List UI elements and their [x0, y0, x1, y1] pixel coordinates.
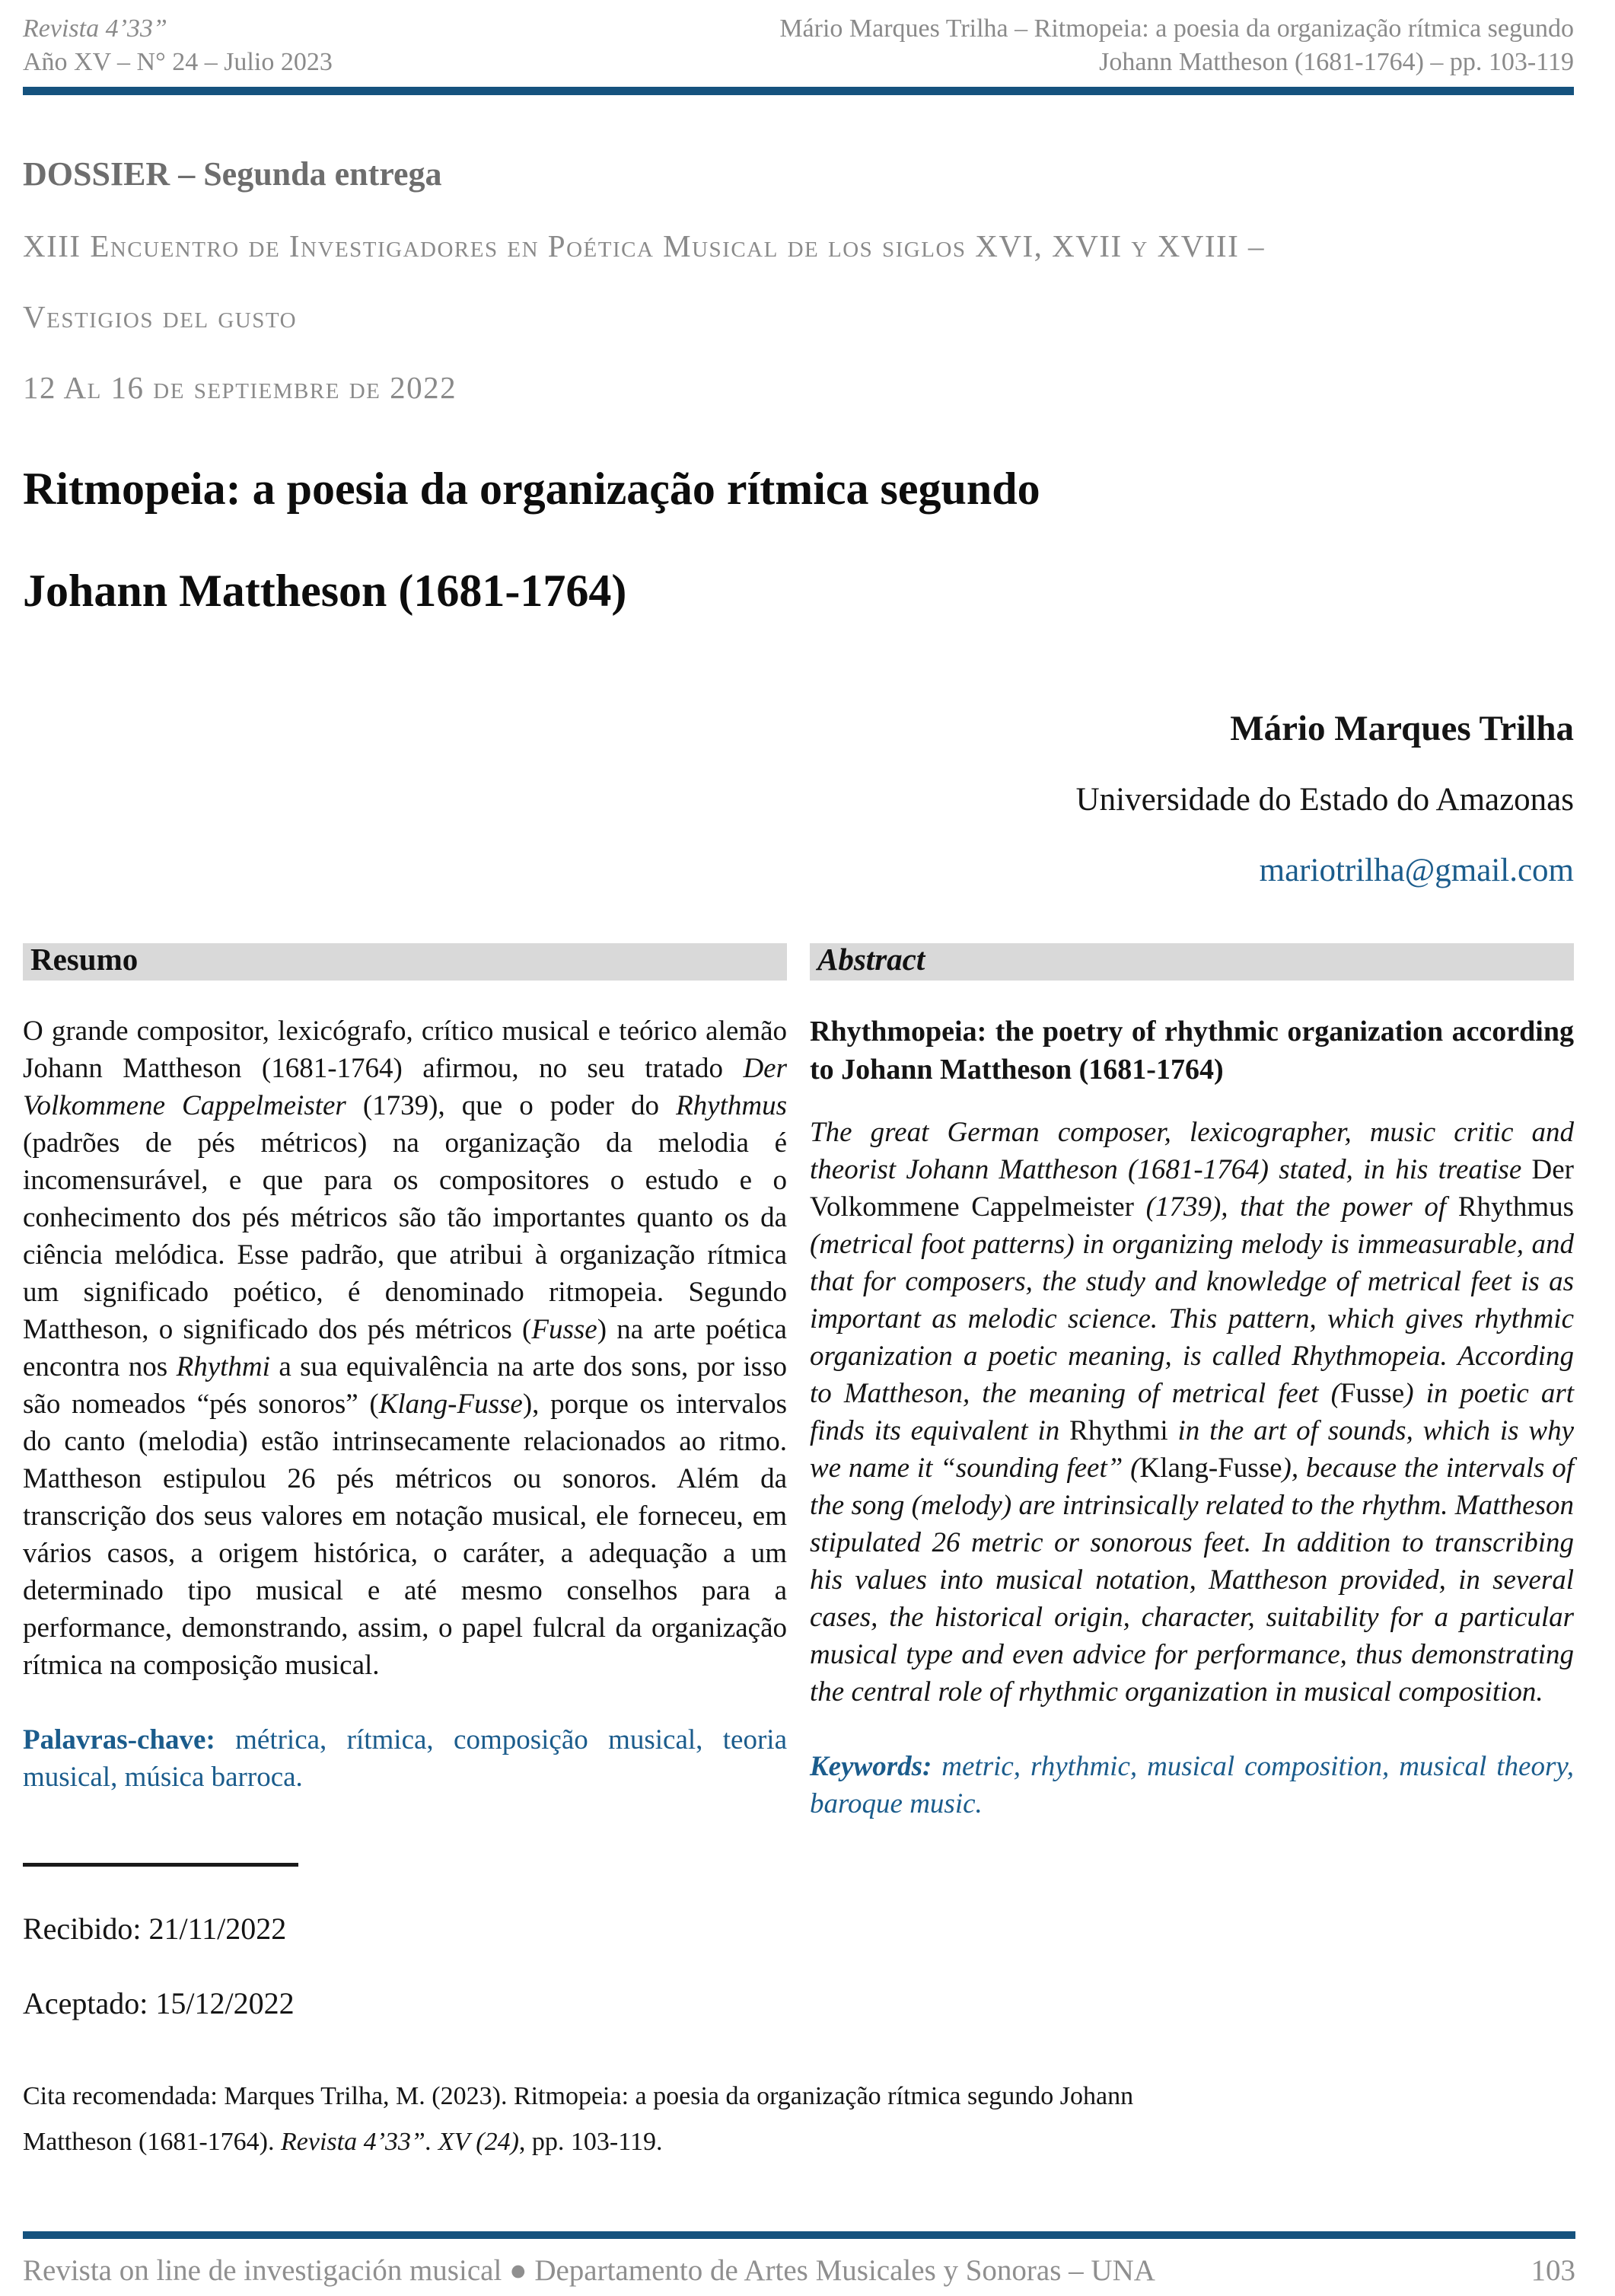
running-head-line1: Mário Marques Trilha – Ritmopeia: a poesia da organização rítmica segundo [779, 14, 1574, 43]
abstracts-columns [23, 943, 1574, 2019]
footer-row [23, 2256, 1575, 2285]
running-head [23, 12, 1574, 79]
conference-line1: XIII Encuentro de Investigadores en Poética Musical de los siglos XVI, XVII y XVIII – [23, 228, 1266, 263]
article-title-line1: Ritmopeia: a poesia da organização rítmica segundo [23, 464, 1040, 514]
palavras-chave [23, 1721, 787, 1796]
resumo-body: O grande compositor, lexicógrafo, crítico musical e teórico alemão Johann Mattheson (1681-1764) afirmou, no seu tratado Der Volkommene Cappelmeister (1739), que o poder do Rhythmus (padrões de pés métricos) na organização da melodia é incomensurável, e que para os compositores o estudo e o conhecimento dos pés métricos são tão importantes quanto os da ciência melódica. Esse padrão, que atribui à organização rítmica um significado poético, é denominado ritmopeia. Segundo Mattheson, o significado dos pés métricos (Fusse) na arte poética encontra nos Rhythmi a sua equivalência na arte dos sons, por isso são nomeados “pés sonoros” (Klang-Fusse), porque os intervalos do canto (melodia) estão intrinsecamente relacionados ao ritmo. Mattheson estipulou 26 pés métricos ou sonoros. Além da transcrição dos seus valores em notação musical, ele forneceu, em vários casos, a origem histórica, o caráter, a adequação a um determinado tipo musical e até mesmo conselhos para a performance, demonstrando, assim, o papel fulcral da organização rítmica na composição musical. [23, 1016, 787, 1681]
running-head-left [23, 12, 333, 79]
dates-divider [23, 1863, 298, 1867]
author-email-link[interactable]: mariotrilha@gmail.com [1259, 853, 1574, 888]
keywords-label: Keywords: [810, 1751, 932, 1782]
header-rule [23, 87, 1574, 95]
author-affiliation: Universidade do Estado do Amazonas [1075, 782, 1574, 818]
abstract-title: Rhythmopeia: the poetry of rhythmic organization according to Johann Mattheson (1681-1764) [810, 1016, 1574, 1086]
running-head-right [779, 12, 1574, 79]
abstract-heading: Abstract [810, 943, 1574, 981]
author-block [23, 711, 1574, 887]
dossier-heading: DOSSIER – Segunda entrega [23, 155, 442, 193]
journal-title: Revista 4’33” [23, 14, 167, 43]
keywords [810, 1748, 1574, 1822]
article-title [23, 466, 1574, 614]
issue-line: Año XV – N° 24 – Julio 2023 [23, 48, 333, 76]
recommended-citation: Cita recomendada: Marques Trilha, M. (2023). Ritmopeia: a poesia da organização rítmica segundo Johann Mattheson (1681-1764). Revista 4’33”. XV (24), pp. 103-119. [23, 2082, 1134, 2156]
conference-dates: 12 Al 16 de septiembre de 2022 [23, 370, 457, 405]
abstract-section [810, 943, 1574, 1822]
footer-rule [23, 2231, 1575, 2239]
accepted-date: Aceptado: 15/12/2022 [23, 1986, 295, 2020]
running-head-line2: Johann Mattheson (1681-1764) – pp. 103-119 [1099, 48, 1574, 76]
article-title-line2: Johann Mattheson (1681-1764) [23, 566, 627, 616]
resumo-heading: Resumo [23, 943, 787, 981]
author-name: Mário Marques Trilha [1230, 709, 1574, 748]
received-date: Recibido: 21/11/2022 [23, 1912, 287, 1946]
keywords-text: metric, rhythmic, musical composition, musical theory, baroque music. [810, 1751, 1574, 1819]
page-footer [23, 2231, 1575, 2285]
abstract-body: The great German composer, lexicographer, music critic and theorist Johann Mattheson (1681-1764) stated, in his treatise Der Volkommene Cappelmeister (1739), that the power of Rhythmus (metrical foot patterns) in organizing melody is immeasurable, and that for composers, the study and knowledge of metrical feet is as important as melodic science. This pattern, which gives rhythmic organization a poetic meaning, is called Rhythmopeia. According to Mattheson, the meaning of metrical feet (Fusse) in poetic art finds its equivalent in Rhythmi in the art of sounds, which is why we name it “sounding feet” (Klang-Fusse), because the intervals of the song (melody) are intrinsically related to the rhythm. Mattheson stipulated 26 metric or sonorous feet. In addition to transcribing his values into musical notation, Mattheson provided, in several cases, the historical origin, character, suitability for a particular musical type and even advice for performance, thus demonstrating the central role of rhythmic organization in musical composition. [810, 1117, 1575, 1708]
footer-journal-info: Revista on line de investigación musical ● Departamento de Artes Musicales y Sonoras – UNA [23, 2254, 1155, 2287]
palavras-chave-text: métrica, rítmica, composição musical, teoria musical, música barroca. [23, 1724, 787, 1793]
conference-line2: Vestigios del gusto [23, 299, 298, 334]
palavras-chave-label: Palavras-chave: [23, 1724, 215, 1755]
resumo-section [23, 943, 787, 2019]
page-number: 103 [1531, 2254, 1575, 2287]
